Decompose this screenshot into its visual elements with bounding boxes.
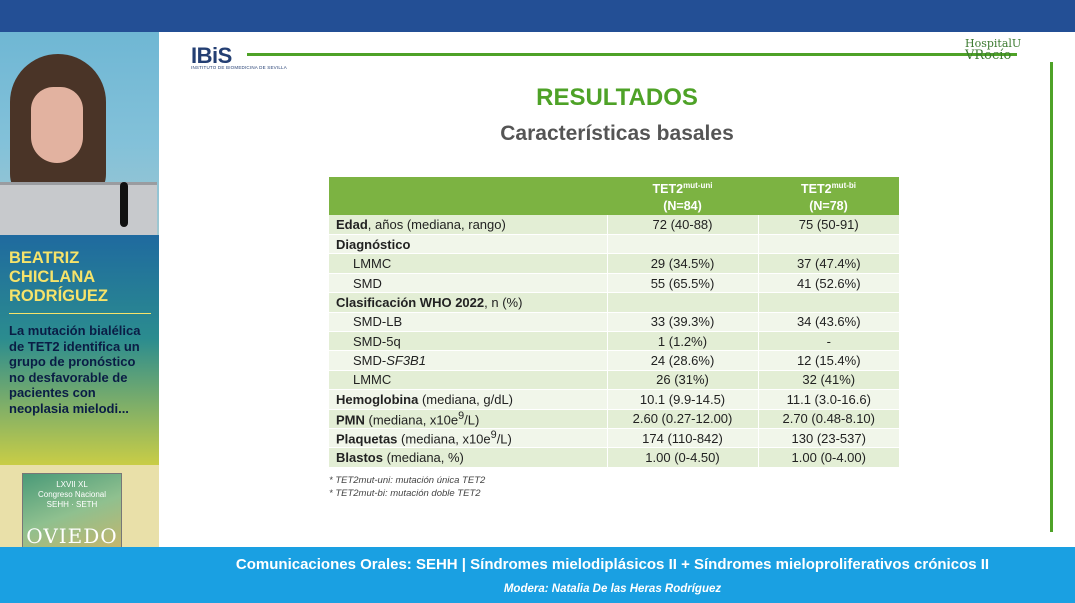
cell-tet2-uni: 1.00 (0-4.50) (607, 448, 758, 467)
table-row (329, 254, 899, 273)
left-panel (0, 32, 159, 547)
row-label: LMMC (329, 254, 607, 273)
ibis-subtitle: INSTITUTO DE BIOMEDICINA DE SEVILLA (191, 65, 287, 70)
congress-city: OVIEDO (26, 524, 118, 547)
cell-tet2-uni: 1 (1.2%) (607, 332, 758, 351)
ibis-logo: IBiS (191, 43, 232, 68)
cell-tet2-bi (758, 235, 899, 254)
row-label (329, 448, 607, 467)
speaker-name: BEATRIZ CHICLANA RODRÍGUEZ (9, 249, 108, 305)
table-row (329, 409, 899, 428)
row-label-bold: Edad (336, 217, 368, 233)
cell-tet2-uni: 29 (34.5%) (607, 254, 758, 273)
row-label-bold: PMN (336, 412, 365, 428)
header-rule (247, 53, 1017, 56)
table-row (329, 448, 899, 467)
congress-line3: SEHH · SETH (46, 500, 98, 509)
cell-tet2-bi: 11.1 (3.0-16.6) (758, 390, 899, 409)
row-label: LMMC (329, 370, 607, 389)
cell-tet2-uni: 33 (39.3%) (607, 312, 758, 331)
cell-tet2-uni: 55 (65.5%) (607, 273, 758, 292)
speaker-info (0, 235, 159, 465)
row-label (329, 215, 607, 234)
cell-tet2-uni: 24 (28.6%) (607, 351, 758, 370)
row-label-bold: Blastos (336, 450, 383, 466)
row-label-tail: /L) (464, 412, 480, 428)
row-label-rest: (mediana, x10e (397, 431, 491, 447)
row-label (329, 409, 607, 428)
lower-third (0, 547, 1075, 603)
row-label (329, 235, 607, 254)
row-label: SMD-LB (329, 312, 607, 331)
row-label (329, 390, 607, 409)
table-row (329, 428, 899, 447)
row-label-bold: Plaquetas (336, 431, 398, 447)
session-title: Comunicaciones Orales: SEHH | Síndromes mielodiplásicos II + Síndromes mieloproliferativos crónicos II (235, 556, 990, 573)
hospital-line2: VRocío (965, 48, 1012, 63)
congress-line2: Congreso Nacional (37, 490, 107, 499)
cell-tet2-bi: - (758, 332, 899, 351)
presentation-slide (159, 32, 1075, 547)
row-label-bold: Hemoglobina (336, 391, 419, 407)
congress-edition: LXVII XL (56, 480, 88, 489)
row-label-rest: (mediana, g/dL) (418, 391, 514, 407)
cell-tet2-bi: 2.70 (0.48-8.10) (758, 409, 899, 428)
cell-tet2-bi: 34 (43.6%) (758, 312, 899, 331)
row-label-rest: (mediana, x10e (364, 412, 459, 428)
moderator: Modera: Natalia De las Heras Rodríguez (503, 583, 722, 595)
header-tet2-bi (758, 177, 899, 215)
table-header-row (329, 177, 899, 215)
cell-tet2-uni: 174 (110-842) (607, 428, 758, 447)
header-col3-sup: mut-bi (831, 181, 856, 190)
header-empty (329, 177, 607, 215)
row-label-bold: Clasificación WHO 2022 (336, 294, 485, 310)
row-label-italic: SF3B1 (386, 353, 426, 369)
header-col2-n: (N=84) (663, 199, 702, 214)
table-row (329, 293, 899, 312)
footnote-uni: * TET2mut-uni: mutación única TET2 (329, 475, 486, 486)
table-row (329, 390, 899, 409)
cell-tet2-bi: 75 (50-91) (758, 215, 899, 234)
row-label-tail: /L) (496, 431, 512, 447)
row-label (329, 351, 607, 370)
cell-tet2-bi: 32 (41%) (758, 370, 899, 389)
slide-title: RESULTADOS (536, 84, 698, 111)
slide-subtitle: Características basales (500, 122, 734, 145)
congress-logo (22, 473, 122, 547)
speaker-video (0, 32, 159, 235)
speaker-face (31, 87, 83, 163)
cell-tet2-bi: 12 (15.4%) (758, 351, 899, 370)
microphone-icon (120, 182, 128, 227)
header-col2-name: TET2 (652, 182, 684, 197)
row-label (329, 428, 607, 447)
table-row (329, 312, 899, 331)
footnote-bi: * TET2mut-bi: mutación doble TET2 (329, 488, 481, 499)
cell-tet2-uni (607, 293, 758, 312)
laptop (0, 182, 157, 235)
header-tet2-uni (607, 177, 758, 215)
row-label-sup: 9 (458, 410, 465, 423)
cell-tet2-uni: 26 (31%) (607, 370, 758, 389)
table-row (329, 215, 899, 234)
cell-tet2-uni: 2.60 (0.27-12.00) (607, 409, 758, 428)
top-bar (0, 0, 1075, 32)
divider (9, 313, 151, 314)
row-label-rest: (mediana, %) (382, 450, 464, 466)
table-row (329, 235, 899, 254)
row-label: SMD-5q (329, 332, 607, 351)
cell-tet2-uni: 10.1 (9.9-14.5) (607, 390, 758, 409)
cell-tet2-bi: 1.00 (0-4.00) (758, 448, 899, 467)
table-row (329, 332, 899, 351)
hospital-line1: HospitalU (965, 37, 1022, 50)
row-label-rest: , años (mediana, rango) (367, 217, 506, 233)
cell-tet2-uni (607, 235, 758, 254)
row-label-bold: Diagnóstico (336, 236, 411, 252)
hospital-logo (965, 38, 1021, 62)
cell-tet2-bi: 37 (47.4%) (758, 254, 899, 273)
row-label (329, 293, 607, 312)
cell-tet2-bi: 130 (23-537) (758, 428, 899, 447)
cell-tet2-uni: 72 (40-88) (607, 215, 758, 234)
talk-title: La mutación bialélica de TET2 identifica un grupo de pronóstico no desfavorable de pacientes con neoplasia mielodi... (9, 323, 141, 416)
header-col3-n: (N=78) (809, 199, 848, 214)
table-row (329, 273, 899, 292)
results-table (329, 177, 899, 468)
table-row (329, 351, 899, 370)
row-label-sup: 9 (490, 429, 497, 442)
header-col3-name: TET2 (801, 182, 832, 197)
header-col2-sup: mut-uni (683, 181, 713, 190)
table-row (329, 370, 899, 389)
row-label-rest: , n (%) (484, 294, 523, 310)
cell-tet2-bi (758, 293, 899, 312)
row-label-prefix: SMD- (353, 353, 387, 369)
cell-tet2-bi: 41 (52.6%) (758, 273, 899, 292)
row-label: SMD (329, 273, 607, 292)
